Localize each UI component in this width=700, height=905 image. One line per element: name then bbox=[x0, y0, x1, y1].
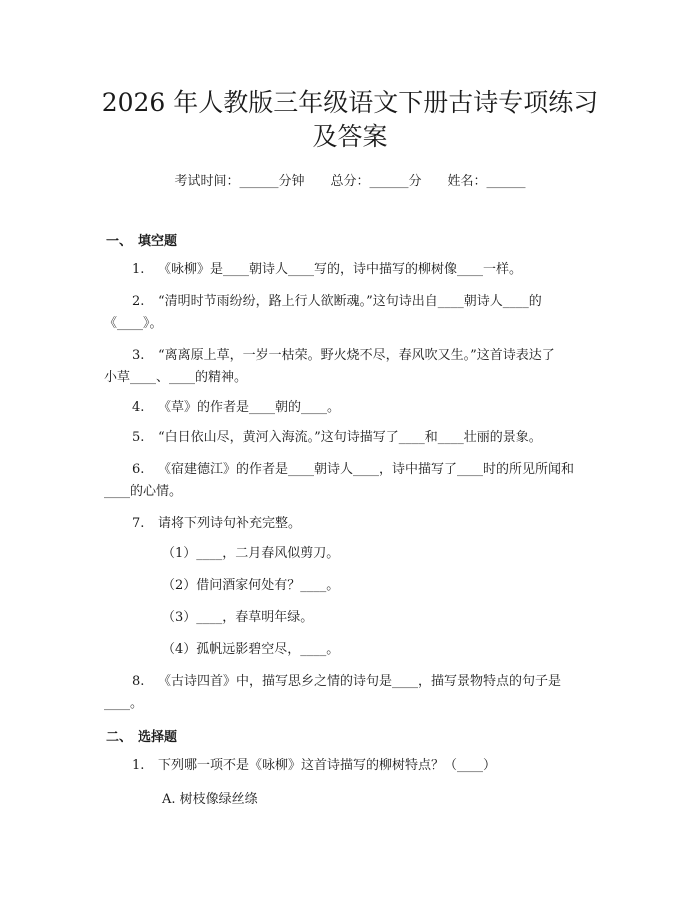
question-1-6 bbox=[132, 460, 574, 480]
exam-total-score: 总分：______分 bbox=[330, 174, 422, 189]
question-1-5 bbox=[132, 428, 542, 448]
question-text: “白日依山尽，黄河入海流。”这句诗描写了____和____壮丽的景象。 bbox=[158, 430, 542, 445]
question-1-8 bbox=[132, 672, 561, 692]
question-text: 请将下列诗句补充完整。 bbox=[158, 516, 302, 531]
question-1-7-item-1: （1）____，二月春风似剪刀。 bbox=[162, 546, 340, 561]
section-number: 一、 bbox=[106, 234, 133, 249]
question-number: 1. bbox=[132, 758, 145, 773]
question-1-7-item-3: （3）____，春草明年绿。 bbox=[162, 610, 314, 625]
exam-name: 姓名：______ bbox=[447, 174, 526, 189]
question-number: 6. bbox=[132, 462, 145, 477]
question-number: 4. bbox=[132, 400, 145, 415]
question-text: 下列哪一项不是《咏柳》这首诗描写的柳树特点？（____） bbox=[158, 758, 497, 773]
question-1-3 bbox=[132, 346, 555, 366]
question-number: 1. bbox=[132, 262, 145, 277]
question-1-7-item-2: （2）借问酒家何处有？____。 bbox=[162, 578, 340, 593]
question-2-1 bbox=[132, 756, 496, 776]
question-1-3-continuation: 小草____、____的精神。 bbox=[104, 370, 248, 385]
section-title: 填空题 bbox=[138, 234, 178, 249]
question-number: 7. bbox=[132, 516, 145, 531]
option-a: A. 树枝像绿丝绦 bbox=[162, 792, 258, 807]
question-number: 3. bbox=[132, 348, 145, 363]
question-text: 《宿建德江》的作者是____朝诗人____，诗中描写了____时的所见所闻和 bbox=[158, 462, 575, 477]
question-1-2-continuation: 《____》。 bbox=[104, 316, 163, 331]
exam-info bbox=[0, 170, 700, 189]
section-number: 二、 bbox=[106, 730, 133, 745]
question-number: 8. bbox=[132, 674, 145, 689]
question-text: 《草》的作者是____朝的____。 bbox=[158, 400, 341, 415]
question-1-7-item-4: （4）孤帆远影碧空尽，____。 bbox=[162, 642, 340, 657]
question-number: 5. bbox=[132, 430, 145, 445]
document-title-line-2: 及答案 bbox=[312, 122, 388, 151]
question-1-8-continuation: ____。 bbox=[104, 696, 144, 711]
question-number: 2. bbox=[132, 294, 145, 309]
question-text: “清明时节雨纷纷，路上行人欲断魂。”这句诗出自____朝诗人____的 bbox=[158, 294, 542, 309]
exam-time: 考试时间：______分钟 bbox=[174, 174, 305, 189]
section-heading-fill-in bbox=[106, 230, 177, 249]
question-1-4 bbox=[132, 398, 340, 418]
question-text: “离离原上草，一岁一枯荣。野火烧不尽，春风吹又生。”这首诗表达了 bbox=[158, 348, 555, 363]
section-title: 选择题 bbox=[138, 730, 178, 745]
document-title-line-1: 2026 年人教版三年级语文下册古诗专项练习 bbox=[101, 88, 599, 117]
question-1-6-continuation: ____的心情。 bbox=[104, 484, 183, 499]
section-heading-multiple-choice bbox=[106, 726, 177, 745]
question-text: 《咏柳》是____朝诗人____写的，诗中描写的柳树像____一样。 bbox=[158, 262, 523, 277]
question-1-7 bbox=[132, 514, 301, 534]
question-1-2 bbox=[132, 292, 542, 312]
question-text: 《古诗四首》中，描写思乡之情的诗句是____，描写景物特点的句子是 bbox=[158, 674, 562, 689]
question-1-1 bbox=[132, 260, 522, 280]
